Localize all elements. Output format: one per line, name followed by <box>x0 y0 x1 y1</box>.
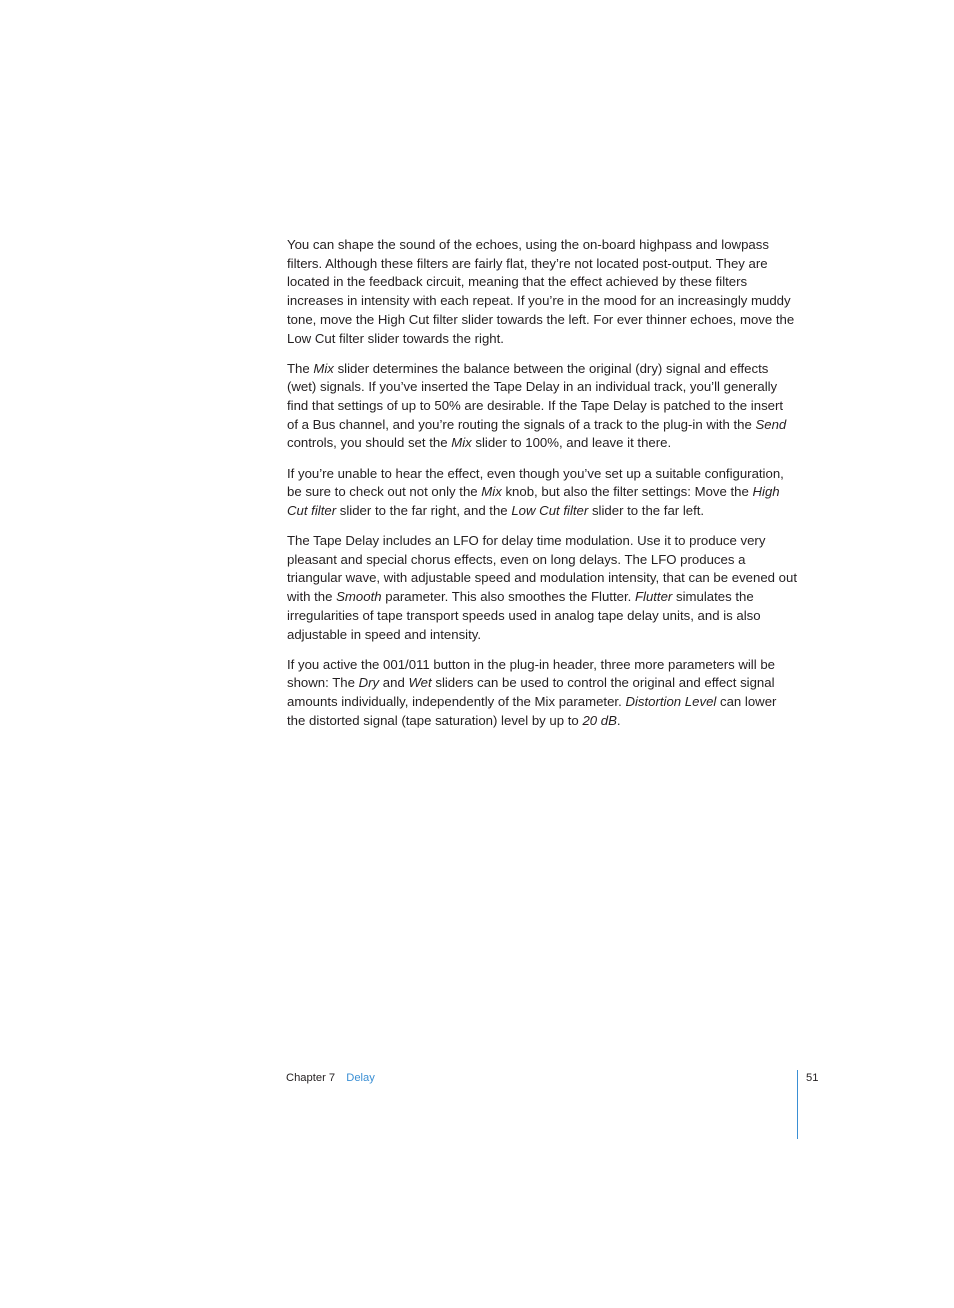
italic-term: Send <box>755 416 787 432</box>
paragraph <box>287 360 797 454</box>
text-run: You can shape the sound of the echoes, using the on-board highpass and lowpass filters. Although these filters are fairly flat, they’re not located post-output. They are located in the feedback circuit, meaning that the effect achieved by these filters increases in intensity with each repeat. If you’re in the mood for an increasingly muddy tone, move the High Cut filter slider towards the left. For ever thinner echoes, move the Low Cut filter slider towards the right. <box>287 237 795 346</box>
text-run: If you’re unable to hear the effect, even though you’ve set up a suitable configuration, be sure to check out not only the <box>287 465 784 500</box>
chapter-footer <box>286 1070 375 1086</box>
text-run: sliders can be used to control the original and effect signal amounts individually, independently of the Mix parameter. <box>287 675 775 710</box>
paragraph <box>287 465 797 521</box>
italic-term: Low Cut filter <box>511 502 589 518</box>
italic-term: Smooth <box>336 589 382 605</box>
italic-term: 20 dB <box>582 712 617 728</box>
italic-term: Mix <box>451 435 472 451</box>
italic-term: High Cut filter <box>287 484 780 518</box>
text-run: slider to the far left. <box>588 502 705 518</box>
italic-term: Dry <box>358 675 380 691</box>
text-run: knob, but also the filter settings: Move the <box>501 484 753 500</box>
text-run: slider determines the balance between the original (dry) signal and effects (wet) signals. If you’ve inserted the Tape Delay in an individual track, you’ll generally find that settings of up to 50% are desirable. If the Tape Delay is patched to the insert of a Bus channel, and you’re routing the signals of a track to the plug-in with the <box>287 360 784 432</box>
footer-divider <box>797 1070 798 1139</box>
italic-term: Mix <box>481 484 502 500</box>
italic-term: Mix <box>313 360 334 376</box>
italic-term: Distortion Level <box>625 694 717 710</box>
text-run: . <box>616 712 621 728</box>
text-run: can lower the distorted signal (tape saturation) level by up to <box>287 694 777 728</box>
paragraph <box>287 532 797 644</box>
body-text <box>287 236 797 742</box>
text-run: parameter. This also smoothes the Flutter. <box>381 589 635 605</box>
chapter-label: Chapter 7 <box>286 1072 336 1084</box>
text-run: simulates the irregularities of tape transport speeds used in analog tape delay units, and is also adjustable in speed and intensity. <box>287 589 761 642</box>
page-number: 51 <box>806 1072 819 1084</box>
text-run: slider to the far right, and the <box>336 502 512 518</box>
paragraph <box>287 656 797 731</box>
text-run: slider to 100%, and leave it there. <box>471 435 672 451</box>
paragraph <box>287 236 797 348</box>
italic-term: Flutter <box>634 589 673 605</box>
text-run: and <box>379 675 409 691</box>
text-run: controls, you should set the <box>287 435 452 451</box>
text-run: If you active the 001/011 button in the plug-in header, three more parameters will be shown: The <box>287 656 775 691</box>
text-run: The Tape Delay includes an LFO for delay time modulation. Use it to produce very pleasant and special chorus effects, even on long delays. The LFO produces a triangular wave, with adjustable speed and modulation intensity, that can be evened out with the <box>287 533 798 605</box>
text-run: The <box>287 360 314 376</box>
italic-term: Wet <box>408 675 432 691</box>
chapter-name: Delay <box>346 1072 375 1084</box>
